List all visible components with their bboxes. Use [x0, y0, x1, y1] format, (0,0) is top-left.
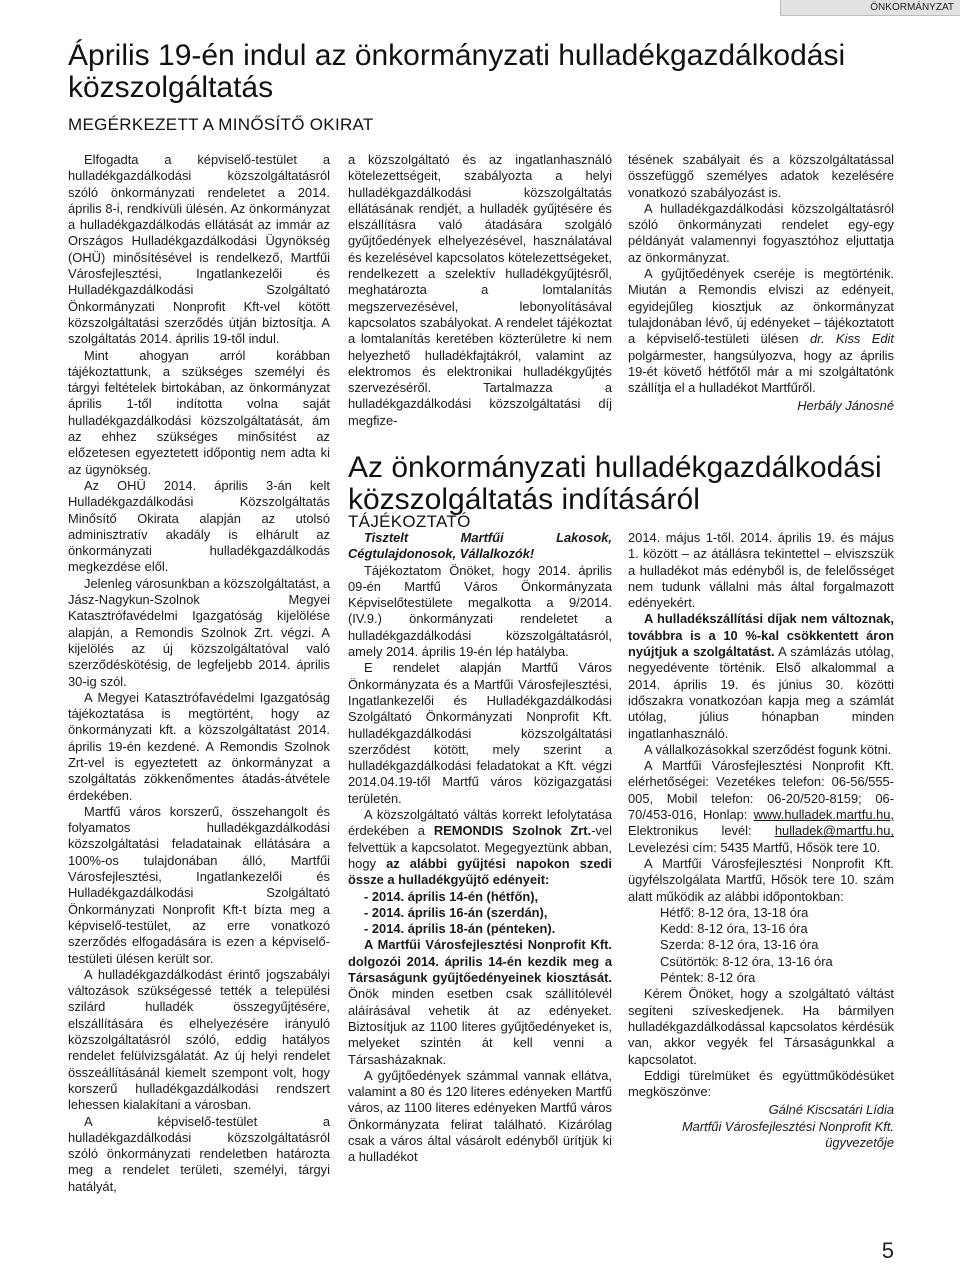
paragraph: A vállalkozásokkal szerződést fogunk kötni. [644, 741, 892, 757]
paragraph: Kérem Önöket, hogy a szolgáltató váltást segíteni szíveskedjenek. Ha bármilyen hulladékgazdálkodással kapcsolatos kérdésük van, akkor vegyék fel Társaságunkkal a kapcsolatot. [628, 986, 894, 1067]
paragraph: A Martfűi Városfejlesztési Nonprofit Kft. ügyfélszolgálata Martfű, Hősök tere 10. szám alatt működik az alábbi időpontokban: [628, 855, 894, 904]
paragraph: tésének szabályait és a közszolgáltatással összefüggő személyes adatok kezelésére vonatkozó szabályozást is. [628, 152, 894, 200]
signature-role: ügyvezetője [825, 1134, 894, 1150]
paragraph: Mint ahogyan arról korábban tájékoztattunk, a szükséges személyi és tárgyi feltételek birtokában, az önkormányzat április 1-től indította volna saját hulladékgazdálkodási közszolgáltatását, ám az ehhez szükséges minősítést az előzetesen egyeztetett időpontig nem adta ki az ügynökség. [68, 347, 330, 477]
opening-hours-item: Hétfő: 8-12 óra, 13-18 óra [660, 904, 809, 920]
email-link[interactable]: hulladek@martfu.hu, [774, 823, 894, 839]
paragraph: A hulladékgazdálkodási közszolgáltatásról szóló önkormányzati rendelet egy-egy példányát valamennyi fogyasztóhoz eljuttatja az önkormányzat. [628, 200, 894, 265]
paragraph: A gyűjtőedények cseréje is megtörténik. Miután a Remondis elviszi az edényeit, egyidejűleg kiosztjuk az önkormányzat tulajdonában lévő, új edényeket – tájékoztatott a képviselő-testületi ülésen dr. Kiss Edit polgármester, hangsúlyozva, hogy az április 19-ét követő hétfőtől már a mi szolgáltatónk szállítja el a hulladékot Martfűről. [628, 266, 894, 396]
paragraph: A Martfűi Városfejlesztési Nonprofit Kft. elérhetőségei: Vezetékes telefon: 06-56/555-005, Mobil telefon: 06-20/520-8159; 06-70/453-016, Honlap: www.hulladek.martfu.hu, Elektronikus levél: hulladek@martfu.hu, Levelezési cím: 5435 Martfű, Hősök tere 10. [628, 758, 894, 855]
paragraph: Jelenleg városunkban a közszolgáltatást, a Jász-Nagykun-Szolnok Megyei Katasztrófavédelmi Igazgatóság kijelölése alapján, a Remondis Szolnok Zrt. végzi. A kijelölés az új közszolgáltatóval való szerződéskötésig, de legfeljebb 2014. április 30-ig szól. [68, 575, 330, 689]
paragraph: E rendelet alapján Martfű Város Önkormányzata és a Martfűi Városfejlesztési, Ingatlankezelői és Hulladékgazdálkodási Szolgáltató Önkormányzati Nonprofit Kft. hulladékgazdálkodási közszolgáltatási szerződést kötött, mely szerint a hulladékgazdálkodási feladatokat a Kft. végzi 2014.04.19-től Martfű város közigazgatási területén. [348, 660, 612, 806]
paragraph: A Martfűi Városfejlesztési Nonprofit Kft. dolgozói 2014. április 14-én kezdik meg a Társaságunk gyűjtőedényeinek kiosztását. Önök minden esetben csak szállítólevél aláírásával vehetik át az edényeket. Biztosítjuk az 1100 literes gyűjtőedényeket is, melyeket szintén át kell venni a Társasházaknak. [348, 937, 612, 1067]
paragraph: A hulladékgazdálkodást érintő jogszabályi változások szükségessé tették a települési szilárd hulladék összegyűjtésére, elszállítására és elhelyezésére irányuló közszolgáltatásról szóló, eddig hatályos rendelet felülvizsgálatát. Az új helyi rendelet összeállításánál kiemelt szempont volt, hogy korszerű hulladékgazdálkodási rendszert lehessen kialakítani a városban. [68, 966, 330, 1113]
list-item: - 2014. április 16-án (szerdán), [364, 904, 548, 920]
author-signature: Herbály Jánosné [797, 398, 894, 414]
article-subtitle: MEGÉRKEZETT A MINŐSÍTŐ OKIRAT [68, 115, 374, 134]
paragraph: A gyűjtőedények számmal vannak ellátva, valamint a 80 és 120 literes edényeken Martfű város, az 1100 literes edényeken Martfű város Önkormányzata felirat található. Kizárólag csak a város által vásárolt edényből ürítjük ki a hulladékot [348, 1067, 612, 1165]
opening-hours-item: Péntek: 8-12 óra [660, 970, 756, 986]
paragraph: Elfogadta a képviselő-testület a hulladékgazdálkodási közszolgáltatásról szóló önkormányzati rendeletet a 2014. április 8-i, rendkívüli ülésén. Az önkormányzat a hulladékgazdálkodás ellátását az immár az Országos Hulladékgazdálkodási Ügynökség (OHÜ) minősítésével is rendelkező, Martfűi Városfejlesztési, Ingatlankezelői és Hulladékgazdálkodási Szolgáltató Önkormányzati Nonprofit Kft-vel kötött közszolgáltatási szerződés útján biztosítja. A szolgáltatás 2014. április 19-től indul. [68, 152, 330, 347]
article1-column-1 [68, 152, 330, 1195]
greeting: Tisztelt Martfűi Lakosok, Cégtulajdonosok, Vállalkozók! [348, 530, 612, 562]
article-title: Az önkormányzati hulladékgazdálkodási közszolgáltatás indításáról [348, 451, 882, 516]
signature-name: Gálné Kiscsatári Lídia [768, 1102, 894, 1118]
paragraph: Eddigi türelmüket és együttműködésüket megköszönve: [628, 1067, 894, 1100]
paragraph: 2014. május 1-től. 2014. április 19. és május 1. között – az átállásra tekintettel – elviszszük a hulladékot más edényből is, de felelősséget nem tudunk vállalni más által forgalmazott edényekért. [628, 530, 894, 611]
article-subtitle: TÁJÉKOZTATÓ [348, 512, 471, 531]
article2-column-2 [628, 530, 894, 1151]
paragraph: a közszolgáltató és az ingatlanhasználó kötelezettségeit, szabályozta a helyi hulladékgazdálkodási közszolgáltatás ellátásának rendjét, a hulladék gyűjtésére és elszállításra való átadására szolgáló gyűjtőedények elhelyezésével, használatával és kezelésével kapcsolatos kötelezettségeket, rendelkezett a szelektív hulladékgyűjtésről, meghatározta a lomtalanítás megszervezésével, lebonyolításával kapcsolatos szabályokat. A rendelet tájékoztat a lomtalanítás keretében közterületre ki nem helyezhető hulladékfajtákról, valamint az elektromos és elektronikai hulladékgyűjtés szervezéséről. Tartalmazza a hulladékgazdálkodási közszolgáltatási díj megfize- [348, 152, 612, 428]
list-item: - 2014. április 14-én (hétfőn), [364, 888, 539, 904]
paragraph: A közszolgáltató váltás korrekt lefolytatása érdekében a REMONDIS Szolnok Zrt.-vel felvettük a kapcsolatot. Megegyeztünk abban, hogy az alábbi gyűjtési napokon szedi össze a hulladékgyűjtő edényeit: [348, 807, 612, 888]
opening-hours-item: Csütörtök: 8-12 óra, 13-16 óra [660, 953, 833, 969]
paragraph: A Megyei Katasztrófavédelmi Igazgatóság tájékoztatása is megtörtént, hogy az önkormányzati kft. a közszolgáltatást 2014. április 19-én kezdené. A Remondis Szolnok Zrt-vel is egyeztetett az önkormányzat a szolgáltatás zökkenőmentes átadás-átvétele érdekében. [68, 689, 330, 803]
website-link[interactable]: www.hulladek.martfu.hu, [753, 807, 894, 823]
opening-hours-item: Kedd: 8-12 óra, 13-16 óra [660, 921, 808, 937]
paragraph: Tájékoztatom Önöket, hogy 2014. április 09-én Martfű Város Önkormányzata Képviselőtestülete megalkotta a 9/2014. (IV.9.) önkormányzati rendeletet a hulladékgazdálkodási közszolgáltatásról, amely 2014. április 19-én lép hatályba. [348, 562, 612, 660]
person-name: dr. Kiss Edit [809, 331, 894, 347]
section-label: ÖNKORMÁNYZAT [780, 0, 960, 16]
paragraph: Martfű város korszerű, összehangolt és folyamatos hulladékgazdálkodási közszolgáltatási feladatainak ellátására a 100%-os tulajdonában álló, Martfűi Városfejlesztési, Ingatlankezelői és Hulladékgazdálkodási Szolgáltató Önkormányzati Nonprofit Kft-t bízta meg a képviselő-testület, az erre vonatkozó szerződés elfogadására is ezen a képviselő-testületi ülésen került sor. [68, 803, 330, 966]
paragraph: A képviselő-testület a hulladékgazdálkodási közszolgáltatásról szóló önkormányzati rendeletben határozta meg a rendelet területi, személyi, tárgyi hatályát, [68, 1113, 330, 1194]
article-title: Április 19-én indul az önkormányzati hulladékgazdálkodási közszolgáltatás [68, 39, 846, 104]
article2-column-1 [348, 530, 612, 1166]
list-item: - 2014. április 18-án (pénteken). [364, 921, 556, 937]
article1-column-2 [348, 152, 612, 429]
article1-column-3 [628, 152, 894, 415]
paragraph: Az OHÜ 2014. április 3-án kelt Hulladékgazdálkodási Közszolgáltatás Minősítő Okirata alapján az utolsó adminisztratív akadály is elhárult az önkormányzati hulladékgazdálkodás megkezdése elől. [68, 477, 330, 575]
paragraph: A hulladékszállítási díjak nem változnak, továbbra is a 10 %-kal csökkentett áron nyújtjuk a szolgáltatást. A számlázás utólag, negyedévente történik. Első alkalommal a 2014. április 19. és június 30. közötti időszakra vonatkozóan kapja meg a számlát utólag, július hónapban minden ingatlanhasználó. [628, 611, 894, 741]
signature-organization: Martfűi Városfejlesztési Nonprofit Kft. [681, 1118, 894, 1134]
opening-hours-item: Szerda: 8-12 óra, 13-16 óra [660, 937, 819, 953]
page-number: 5 [881, 1238, 894, 1263]
